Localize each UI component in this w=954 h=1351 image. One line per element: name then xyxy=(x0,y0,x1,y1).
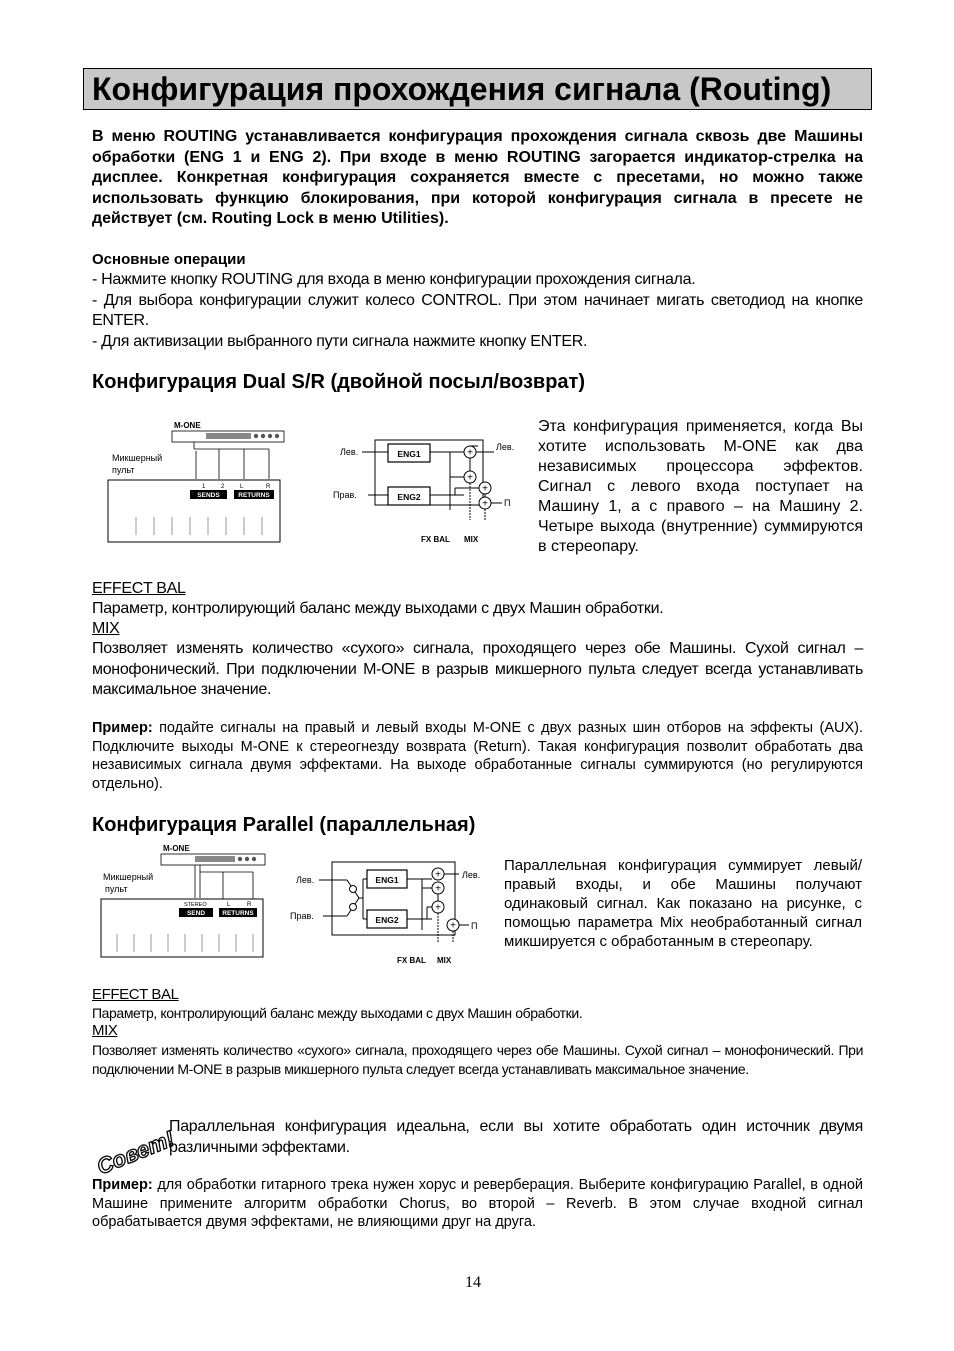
dual-mixer-label-2: пульт xyxy=(112,465,135,475)
page-number: 14 xyxy=(465,1274,481,1291)
tip-badge xyxy=(84,1112,178,1180)
dual-description: Эта конфигурация применяется, когда Вы хотите использовать M-ONE как два независимых процессора эффектов. Сигнал с левого входа поступает на Машину 1, а с правого – на Машину 2. Четыре выхода (внутренние) суммируются в стереопару. xyxy=(538,418,863,555)
dual-device-label: M-ONE xyxy=(174,421,201,430)
dual-ch-1: 1 xyxy=(202,484,206,490)
basic-op-step-2: - Для выбора конфигурации служит колесо CONTROL. При этом начинает мигать светодиод на кнопке ENTER. xyxy=(92,291,863,329)
intro-paragraph: В меню ROUTING устанавливается конфигурация прохождения сигнала сквозь две Машины обработки (ENG 1 и ENG 2). При входе в меню ROUTING загорается индикатор-стрелка на дисплее. Конкретная конфигурация сохраняется вместе с пресетами, но можно также использовать функцию блокирования, при которой конфигурация сигнала в пресете не действует (см. Routing Lock в меню Utilities). xyxy=(92,128,863,227)
dual-mix-text: Позволяет изменять количество «сухого» сигнала, проходящего через обе Машины. Сухой сигнал – монофонический. При подключении M-ONE в разрыв микшерного пульта следует всегда устанавливать максимальное значение. xyxy=(92,640,863,698)
example2 xyxy=(92,1176,863,1232)
dual-ch-2: 2 xyxy=(221,484,225,490)
parallel-in-left: Лев. xyxy=(296,875,315,885)
parallel-device-knob xyxy=(252,857,256,861)
dual-device-knob xyxy=(268,434,272,438)
parallel-out-left: Лев. xyxy=(462,870,481,880)
dual-heading: Конфигурация Dual S/R (двойной посыл/возврат) xyxy=(92,371,585,393)
parallel-mix-text: Позволяет изменять количество «сухого» сигнала, проходящего через обе Машины. Сухой сигнал – монофонический. При подключении M-ONE в разрыв микшерного пульта следует всегда устанавливать максимальное значение. xyxy=(92,1042,863,1077)
svg-text:+: + xyxy=(467,472,473,484)
dual-mix-label: MIX xyxy=(464,535,479,544)
parallel-mixer-diagram xyxy=(97,840,267,960)
dual-in-right: Прав. xyxy=(333,490,357,500)
dual-mixer-body xyxy=(108,480,280,542)
dual-device-knob xyxy=(254,434,258,438)
parallel-in-right: Прав. xyxy=(290,911,314,921)
page-title: Конфигурация прохождения сигнала (Routing) xyxy=(92,71,832,107)
svg-text:+: + xyxy=(435,883,441,895)
dual-effect-bal-label: EFFECT BAL xyxy=(92,580,186,597)
dual-mixer-label-1: Микшерный xyxy=(112,453,163,463)
parallel-ch-r: R xyxy=(247,902,252,908)
parallel-returns-label: RETURNS xyxy=(222,910,254,917)
parallel-device-display xyxy=(195,856,235,862)
dual-out-right: П xyxy=(504,498,511,508)
dual-example-text: подайте сигналы на правый и левый входы M-ONE с двух разных шин отборов на эффекты (AUX). Подключите выходы M-ONE к стереогнезду возврата (Return). Такая конфигурация позволит обработать два независимых сигнала двумя эффектами. На выходе обработанные сигналы суммируются (но регулируются отдельно). xyxy=(92,720,863,792)
parallel-mixer-body xyxy=(101,899,263,957)
parallel-ch-l: L xyxy=(227,902,231,908)
parallel-mixer-label-1: Микшерный xyxy=(103,872,154,882)
svg-text:+: + xyxy=(435,902,441,914)
tip-badge-label: Совет! xyxy=(93,1125,178,1180)
basic-op-step-1: - Нажмите кнопку ROUTING для входа в меню конфигурации прохождения сигнала. xyxy=(92,271,696,288)
tip-text: Параллельная конфигурация идеальна, если вы хотите обработать один источник двумя различными эффектами. xyxy=(169,1118,863,1156)
dual-ch-l: L xyxy=(240,484,244,490)
dual-mixer-diagram xyxy=(106,417,286,545)
dual-fx-bal-label: FX BAL xyxy=(421,535,450,544)
parallel-eng2-label: ENG2 xyxy=(375,915,399,925)
parallel-eng1-label: ENG1 xyxy=(375,875,399,885)
parallel-description: Параллельная конфигурация суммирует левый/правый входы, и обе Машины получают одинаковый сигнал. Как показано на рисунке, с помощью параметра Mix необработанный сигнал микшируется с обработанным в стереопару. xyxy=(504,857,862,950)
svg-text:+: + xyxy=(450,920,456,932)
parallel-device-knob xyxy=(245,857,249,861)
svg-text:+: + xyxy=(467,447,473,459)
dual-sends-label: SENDS xyxy=(197,492,220,499)
basic-ops-list xyxy=(92,270,863,352)
dual-returns-label: RETURNS xyxy=(238,492,270,499)
dual-mix-param-label: MIX xyxy=(92,620,120,637)
dual-device-display xyxy=(206,433,251,439)
parallel-mix-param-label: MIX xyxy=(92,1022,118,1039)
svg-text:+: + xyxy=(482,498,488,510)
basic-ops-heading: Основные операции xyxy=(92,251,246,268)
svg-text:+: + xyxy=(482,483,488,495)
dual-in-left: Лев. xyxy=(340,447,359,457)
parallel-stereo-label: STEREO xyxy=(184,902,207,908)
parallel-mix-label: MIX xyxy=(437,956,452,965)
dual-eng2-label: ENG2 xyxy=(397,492,421,502)
dual-example-label: Пример: xyxy=(92,720,153,736)
dual-effect-bal-text: Параметр, контролирующий баланс между выходами с двух Машин обработки. xyxy=(92,600,664,617)
parallel-send-label: SEND xyxy=(186,910,206,917)
dual-routing-diagram xyxy=(330,430,525,550)
dual-out-left: Лев. xyxy=(496,442,515,452)
parallel-routing-diagram xyxy=(287,852,492,970)
parallel-effect-bal-text: Параметр, контролирующий баланс между выходами с двух Машин обработки. xyxy=(92,1005,583,1021)
dual-device-knob xyxy=(261,434,265,438)
parallel-device-knob xyxy=(238,857,242,861)
dual-example xyxy=(92,719,863,793)
parallel-fx-bal-label: FX BAL xyxy=(397,956,426,965)
dual-eng1-label: ENG1 xyxy=(397,449,421,459)
svg-text:+: + xyxy=(435,869,441,881)
example2-label: Пример: xyxy=(92,1177,153,1193)
parallel-heading: Конфигурация Parallel (параллельная) xyxy=(92,814,476,836)
parallel-mixer-label-2: пульт xyxy=(105,884,128,894)
parallel-out-right: П xyxy=(471,921,478,931)
parallel-effect-bal-label: EFFECT BAL xyxy=(92,986,179,1003)
parallel-input-sum-top xyxy=(350,886,357,893)
parallel-device-label: M-ONE xyxy=(163,844,190,853)
basic-op-step-3: - Для активизации выбранного пути сигнала нажмите кнопку ENTER. xyxy=(92,332,588,350)
parallel-input-sum-bottom xyxy=(350,904,357,911)
dual-device-knob xyxy=(275,434,279,438)
example2-text: для обработки гитарного трека нужен хорус и реверберация. Выберите конфигурацию Parallel, в одной Машине примените алгоритм обработки Chorus, во второй – Reverb. В этом случае входной сигнал обрабатывается двумя эффектами, не влияющими друг на друга. xyxy=(92,1177,864,1230)
dual-ch-r: R xyxy=(266,484,271,490)
